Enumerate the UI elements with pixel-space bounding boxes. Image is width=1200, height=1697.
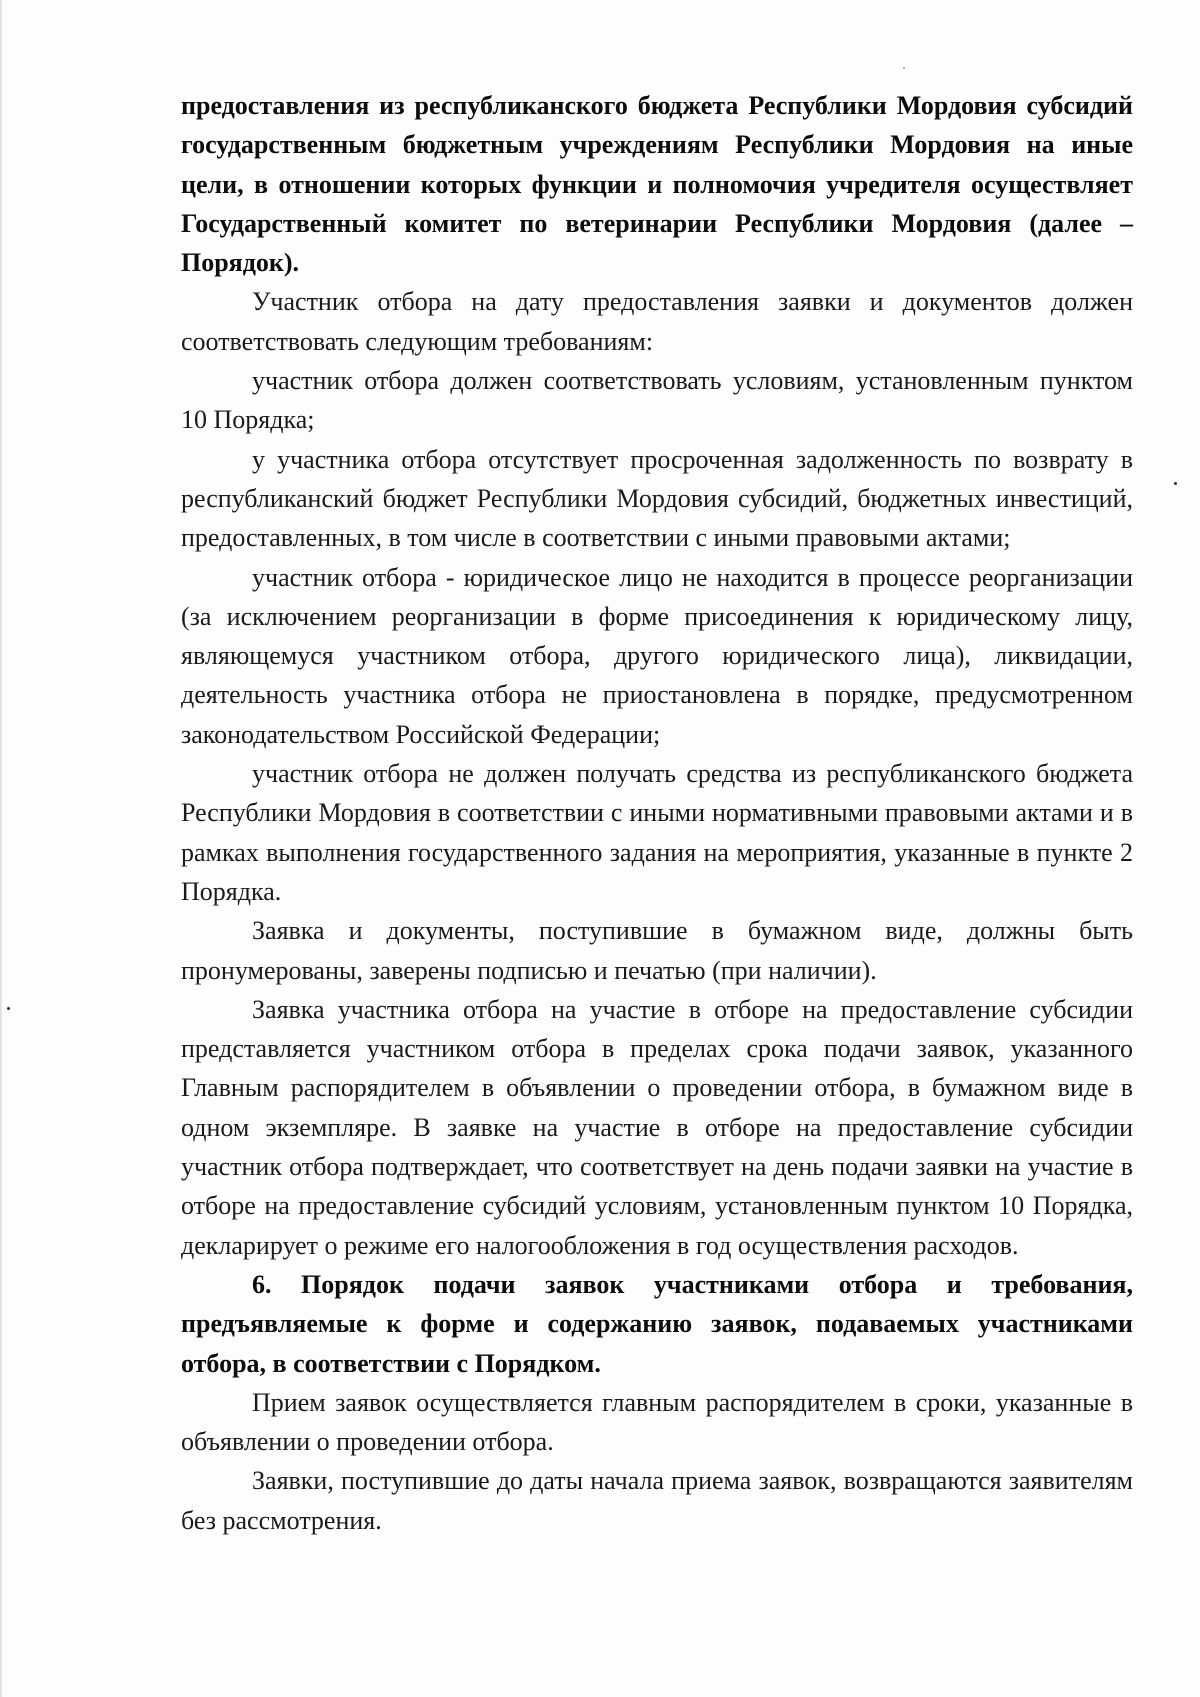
scan-edge-shadow: [0, 0, 3, 1697]
paragraph-paper-documents: Заявка и документы, поступившие в бумажном виде, должны быть пронумерованы, заверены подписью и печатью (при наличии).: [181, 916, 1133, 985]
paragraph-early-applications: Заявки, поступившие до даты начала приема заявок, возвращаются заявителям без рассмотрения.: [181, 1466, 1133, 1535]
scan-speck: [903, 67, 905, 69]
paragraph-procedure-title-continuation: предоставления из республиканского бюджета Республики Мордовия субсидий государственным бюджетным учреждениям Республики Мордовия на иные цели, в отношении которых функции и полномочия учредителя осуществляет Государственный комитет по ветеринарии Республики Мордовия (далее – Порядок).: [181, 91, 1133, 278]
paragraph-requirement-no-reorganization: участник отбора - юридическое лицо не находится в процессе реорганизации (за исключением реорганизации в форме присоединения к юридическому лицу, являющемуся участником отбора, другого юридического лица), ликвидации, деятельность участника отбора не приостановлена в порядке, предусмотренном законодательством Российской Федерации;: [181, 562, 1133, 749]
paragraph-application-submission: Заявка участника отбора на участие в отборе на предоставление субсидии представляется участником отбора в пределах срока подачи заявок, указанного Главным распорядителем в объявлении о проведении отбора, в бумажном виде в одном экземпляре. В заявке на участие в отборе на предоставление субсидии участник отбора подтверждает, что соответствует на день подачи заявки на участие в отборе на предоставление субсидий условиям, установленным пунктом 10 Порядка, декларирует о режиме его налогообложения в год осуществления расходов.: [181, 994, 1133, 1260]
document-body: [181, 86, 1133, 1540]
paragraph-requirement-no-other-funds: участник отбора не должен получать средства из республиканского бюджета Республики Мордовия в соответствии с иными нормативными правовыми актами и в рамках выполнения государственного задания на мероприятия, указанные в пункте 2 Порядка.: [181, 759, 1133, 906]
scan-speck: [7, 1007, 10, 1010]
paragraph-participant-requirements: Участник отбора на дату предоставления заявки и документов должен соответствовать следующим требованиям:: [181, 287, 1133, 356]
paragraph-requirement-no-debt: у участника отбора отсутствует просроченная задолженность по возврату в республиканский бюджет Республики Мордовия субсидий, бюджетных инвестиций, предоставленных, в том числе в соответствии с иными правовыми актами;: [181, 444, 1133, 553]
section-heading-6: 6. Порядок подачи заявок участниками отбора и требования, предъявляемые к форме и содержанию заявок, подаваемых участниками отбора, в соответствии с Порядком.: [181, 1269, 1133, 1378]
paragraph-requirement-conditions: участник отбора должен соответствовать условиям, установленным пунктом 10 Порядка;: [181, 366, 1133, 435]
paragraph-application-acceptance: Прием заявок осуществляется главным распорядителем в сроки, указанные в объявлении о проведении отбора.: [181, 1387, 1133, 1457]
scan-speck: [1174, 482, 1177, 485]
